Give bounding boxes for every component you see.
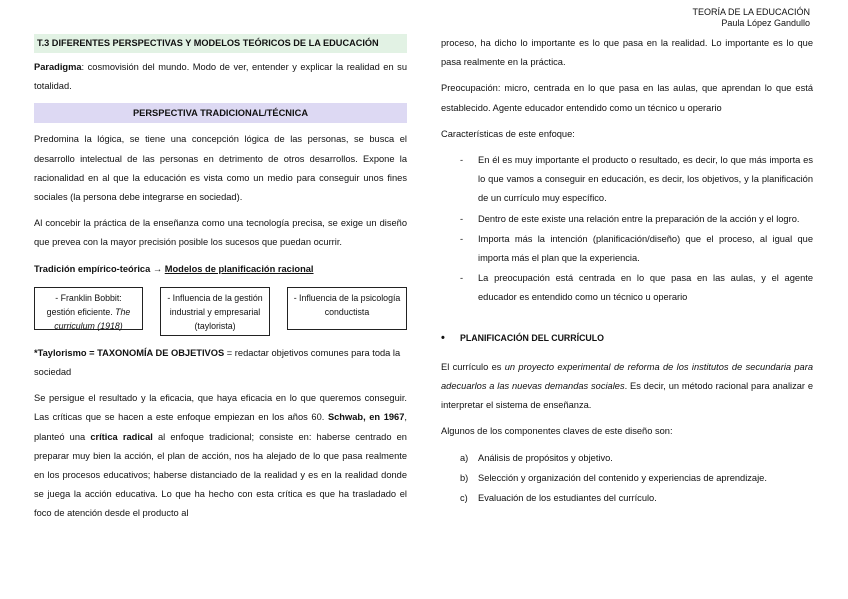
course-title: TEORÍA DE LA EDUCACIÓN — [692, 7, 810, 17]
modelos-planificacion-link: Modelos de planificación racional — [164, 263, 314, 274]
section-title: T.3 DIFERENTES PERSPECTIVAS Y MODELOS TEÓRICOS DE LA EDUCACIÓN — [34, 34, 407, 53]
paragraph-tecnologia: Al concebir la práctica de la enseñanza como una tecnología precisa, se exige un diseño que prevea con la mayor precisión posible los sucesos que puedan ocurrir. — [34, 218, 407, 248]
caracteristicas-list — [441, 151, 813, 308]
tradicion-label: Tradición empírico-teórica — [34, 263, 151, 274]
list-item: - En él es muy importante el producto o resultado, es decir, lo que más importa es lo que vamos a conseguir en educación, es decir, los objetivos, y la planificación de un currículo muy específico. — [441, 151, 813, 209]
taylorismo-text: = redactar objetivos comunes para toda la sociedad — [34, 347, 401, 378]
paradigma-text: : cosmovisión del mundo. Modo de ver, entender y explicar la realidad en su totalidad. — [34, 62, 407, 92]
right-column — [441, 34, 813, 509]
list-text: Evaluación de los estudiantes del currículo. — [478, 493, 657, 504]
paradigma-label: Paradigma — [34, 62, 82, 72]
schwab-text-a: Se persigue el resultado y la eficacia, que haya eficacia en lo que queremos conseguir. Las críticas que se hacen a este enfoque empiezan en los años 60. — [34, 393, 407, 423]
paragraph-continuation: proceso, ha dicho lo importante es lo que pasa en la realidad. Lo importante es lo que pasa realmente en la práctica. — [441, 38, 813, 68]
list-item — [441, 449, 813, 468]
paragraph-curriculo — [441, 358, 813, 416]
author-name: Paula López Gandullo — [721, 18, 810, 28]
list-item: - Dentro de este existe una relación entre la preparación de la acción y el logro. — [441, 210, 813, 229]
page-header — [692, 7, 810, 29]
planificacion-heading: • PLANIFICACIÓN DEL CURRÍCULO — [441, 329, 813, 348]
list-marker: b) — [460, 472, 469, 483]
paragraph-schwab — [34, 389, 407, 523]
schwab-text-b: , planteó una — [34, 412, 407, 442]
tradicion-heading — [34, 260, 407, 279]
componentes-list — [441, 449, 813, 509]
taylorismo-paragraph — [34, 344, 407, 382]
schwab-name: Schwab, en 1967 — [327, 412, 405, 423]
box-bobbit-italic: The curriculum (1918) — [54, 306, 131, 331]
taylorismo-label: *Taylorismo = TAXONOMÍA DE OBJETIVOS — [34, 347, 225, 358]
influence-boxes — [34, 287, 407, 336]
paragraph-logica: Predomina la lógica, se tiene una concepción lógica de las personas, se busca el desarrollo intelectual de las personas en detrimento de otros desarrollos. Expone la racionalidad en al que la educación es vista como un medio para conseguir unos fines sociales (la persona debe integrarse en sociedad). — [34, 134, 407, 203]
box-bobbit — [34, 287, 143, 330]
list-marker: c) — [460, 493, 468, 504]
list-item — [441, 489, 813, 508]
paradigma-paragraph — [34, 58, 407, 96]
curriculo-text-a: El currículo es — [441, 361, 505, 372]
box-taylorista: - Influencia de la gestión industrial y empresarial (taylorista) — [160, 287, 270, 336]
subsection-title: PERSPECTIVA TRADICIONAL/TÉCNICA — [34, 103, 407, 123]
list-text: Análisis de propósitos y objetivo. — [478, 452, 613, 463]
box-bobbit-line1: - Franklin Bobbit: — [55, 292, 122, 303]
critica-radical: crítica radical — [90, 431, 153, 442]
list-text: Selección y organización del contenido y experiencias de aprendizaje. — [478, 472, 767, 483]
list-item: - Importa más la intención (planificación/diseño) que el proceso, al igual que importa más el plan que la experiencia. — [441, 230, 813, 268]
left-column — [34, 34, 407, 531]
box-bobbit-line2: gestión eficiente. — [46, 306, 113, 317]
paragraph-preocupacion: Preocupación: micro, centrada en lo que pasa en las aulas, que aprendan lo que está establecido. Agente educador entendido como un técnico u operario — [441, 83, 813, 113]
componentes-label: Algunos de los componentes claves de este diseño son: — [441, 426, 673, 437]
curriculo-italic: un proyecto experimental de reforma de los institutos de secundaria para adecuarlos a las nuevas demandas sociales — [441, 361, 813, 392]
list-item: - La preocupación está centrada en lo que pasa en las aulas, y el agente educador es entendido como un técnico u operario — [441, 269, 813, 307]
arrow-icon: → — [152, 263, 163, 274]
curriculo-text-b: . Es decir, un método racional para analizar e interpretar el sistema de enseñanza. — [441, 381, 813, 411]
list-marker: a) — [460, 452, 469, 463]
list-item — [441, 469, 813, 488]
caracteristicas-label: Características de este enfoque: — [441, 128, 575, 139]
box-conductista: - Influencia de la psicología conductista — [287, 287, 407, 330]
schwab-text-c: al enfoque tradicional; consiste en: haberse centrado en preparar muy bien la acción, el plan de acción, nos ha alejado de lo que pasa realmente en los procesos educativos; haberse distanciado de la realidad y es en la realidad donde se juega la acción educativa. Lo que ha hecho con esta crítica es que ha trasladado el foco de atención desde el producto al — [34, 431, 407, 519]
